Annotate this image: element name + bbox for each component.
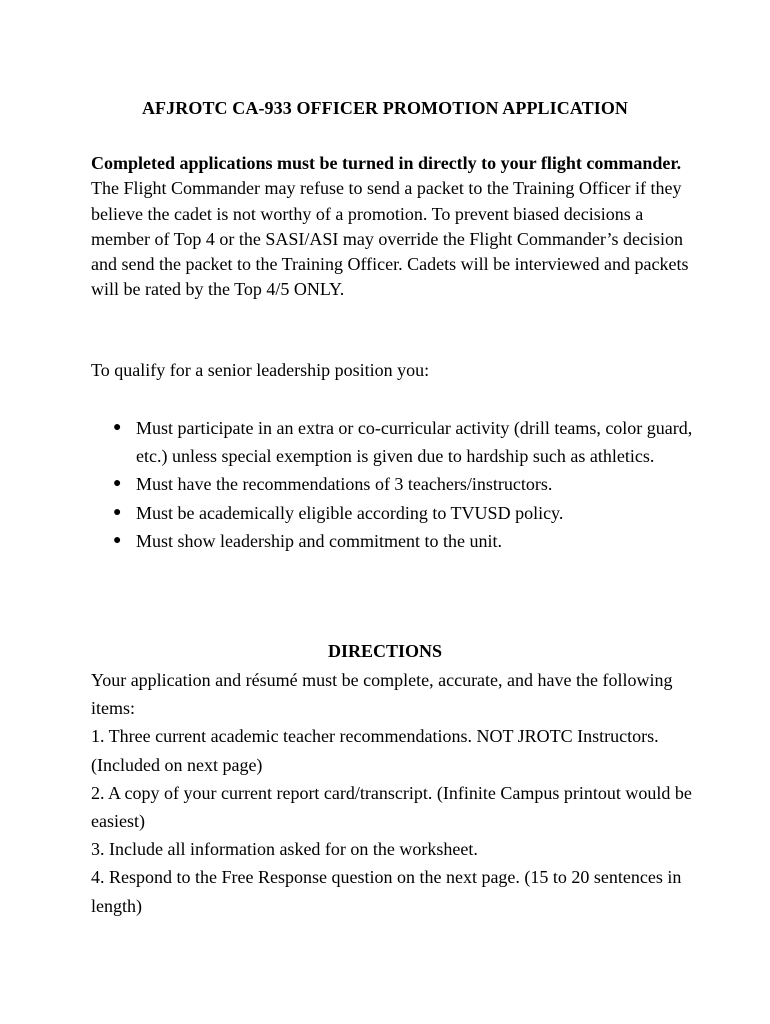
directions-intro: Your application and résumé must be complete, accurate, and have the following items: (91, 670, 673, 719)
direction-item: 3. Include all information asked for on the worksheet. (91, 839, 478, 860)
requirement-item (113, 527, 693, 555)
requirement-text: Must be academically eligible according to TVUSD policy. (136, 502, 564, 523)
requirement-item (113, 499, 693, 527)
bullet-icon: ● (113, 504, 122, 520)
qualify-statement: To qualify for a senior leadership position you: (91, 360, 430, 380)
directions-heading: DIRECTIONS (327, 641, 443, 661)
requirement-item (113, 470, 693, 498)
bullet-icon: ● (113, 532, 122, 548)
direction-item: 2. A copy of your current report card/transcript. (Infinite Campus printout would be easiest) (91, 782, 692, 832)
directions-section (91, 666, 696, 920)
requirements-list (113, 414, 693, 555)
requirement-text: Must show leadership and commitment to the unit. (136, 530, 502, 551)
intro-body-text: The Flight Commander may refuse to send a packet to the Training Officer if they believe the cadet is not worthy of a promotion. To prevent biased decisions a member of Top 4 or the SASI/ASI may override the Flight Commander’s decision and send the packet to the Training Officer. Cadets will be interviewed and packets will be rated by the Top 4/5 ONLY. (91, 178, 689, 300)
bullet-icon: ● (113, 420, 122, 435)
intro-bold-text: Completed applications must be turned in directly to your flight commander. (91, 153, 682, 173)
direction-item: 1. Three current academic teacher recommendations. NOT JROTC Instructors. (Included on next page) (91, 726, 659, 775)
requirement-text: Must have the recommendations of 3 teachers/instructors. (136, 474, 553, 495)
intro-paragraph (91, 151, 691, 303)
direction-item: 4. Respond to the Free Response question on the next page. (15 to 20 sentences in length) (91, 867, 682, 916)
requirement-text: Must participate in an extra or co-curricular activity (drill teams, color guard, etc.) unless special exemption is given due to hardship such as athletics. (136, 418, 693, 467)
document-title: AFJROTC CA-933 OFFICER PROMOTION APPLICATION (141, 98, 629, 118)
bullet-icon: ● (113, 476, 122, 492)
requirement-item (113, 414, 693, 470)
